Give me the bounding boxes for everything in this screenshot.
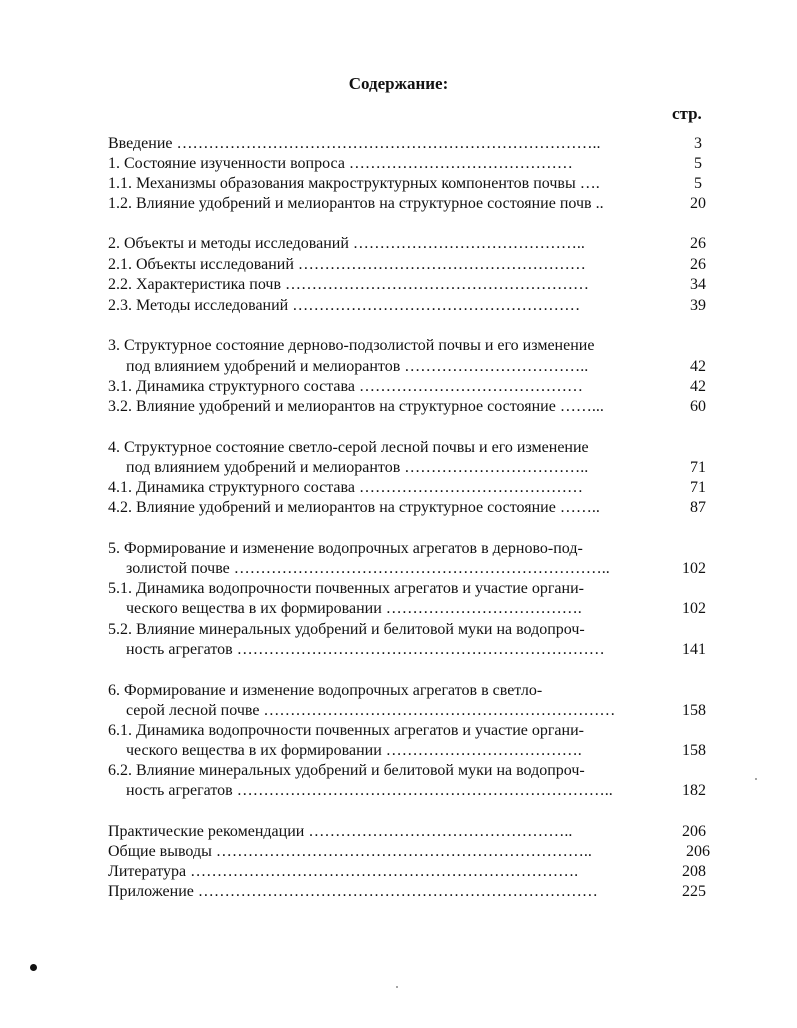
toc-entry-text: Введение …………………………………………………………………….. [108, 135, 601, 152]
toc-entry-text: 4. Структурное состояние светло-серой лесной почвы и его изменение [108, 439, 589, 456]
toc-entry-page: 71 [690, 479, 706, 496]
toc-entry-text: под влиянием удобрений и мелиорантов …………………………….. [126, 459, 589, 476]
toc-entry-page: 206 [686, 843, 710, 860]
toc-entry-page: 141 [682, 641, 706, 658]
toc-entry-text: ческого вещества в их формировании ………………………………. [126, 600, 582, 617]
toc-entry [108, 842, 714, 862]
toc-entry [108, 194, 714, 214]
toc-entry [108, 134, 714, 154]
toc-entry [108, 882, 714, 902]
toc-entry-text: ческого вещества в их формировании ………………………………. [126, 742, 582, 759]
toc-entry-page: 42 [690, 358, 706, 375]
toc-entry-text: 3.2. Влияние удобрений и мелиорантов на структурное состояние ……... [108, 398, 604, 415]
toc-entry-page: 158 [682, 702, 706, 719]
toc-entry-text: серой лесной почве ………………………………………………………… [126, 702, 616, 719]
toc-entry-text: под влиянием удобрений и мелиорантов …………………………….. [126, 358, 589, 375]
toc-entry-page: 20 [690, 195, 706, 212]
toc-entry [108, 498, 714, 518]
toc-entry-page: 208 [682, 863, 706, 880]
toc-entry [108, 579, 714, 599]
toc-entry-page: 182 [682, 782, 706, 799]
toc-entry-text: 3.1. Динамика структурного состава …………………………………… [108, 378, 583, 395]
toc-entry [108, 862, 714, 882]
toc-entry [108, 599, 714, 619]
scan-mark [30, 964, 37, 971]
toc-entry-text: Общие выводы …………………………………………………………….. [108, 843, 592, 860]
toc-entry-page: 5 [694, 175, 702, 192]
toc-entry [108, 478, 714, 498]
toc-entry-text: золистой почве …………………………………………………………….. [126, 560, 610, 577]
toc-entry-page: 71 [690, 459, 706, 476]
toc-entry-page: 158 [682, 742, 706, 759]
toc-entry-text: 2.2. Характеристика почв ………………………………………………… [108, 276, 590, 293]
toc-entry-text: 6. Формирование и изменение водопрочных агрегатов в светло- [108, 682, 543, 699]
toc-entry-page: 102 [682, 600, 706, 617]
toc-entry-page: 26 [690, 235, 706, 252]
toc-entry [108, 539, 714, 559]
toc-entry [108, 174, 714, 194]
toc-entry [108, 701, 714, 721]
toc-entry [108, 336, 714, 356]
toc-entry-text: 4.1. Динамика структурного состава …………………………………… [108, 479, 583, 496]
toc-entry-page: 3 [694, 135, 702, 152]
toc-entry [108, 721, 714, 741]
toc-entry [108, 234, 714, 254]
toc-entry-page: 34 [690, 276, 706, 293]
toc-entry [108, 620, 714, 640]
toc-entry [108, 275, 714, 295]
toc-entry-text: 1.1. Механизмы образования макроструктурных компонентов почвы …. [108, 175, 600, 192]
toc-entry-page: 39 [690, 297, 706, 314]
toc-entry-text: ность агрегатов …………………………………………………………….. [126, 782, 613, 799]
toc-entry [108, 559, 714, 579]
toc-entry [108, 822, 714, 842]
toc-entry-page: 26 [690, 256, 706, 273]
toc-entry [108, 377, 714, 397]
toc-entry-page: 42 [690, 378, 706, 395]
toc-entry-page: 225 [682, 883, 706, 900]
toc-entry [108, 741, 714, 761]
toc-entry-text: 2.1. Объекты исследований ……………………………………………… [108, 256, 586, 273]
toc-entry [108, 781, 714, 801]
toc-entry-text: 2.3. Методы исследований ……………………………………………… [108, 297, 581, 314]
page-column-header: стр. [672, 104, 702, 123]
toc-entry-text: 4.2. Влияние удобрений и мелиорантов на структурное состояние …….. [108, 499, 600, 516]
toc-entry-page: 87 [690, 499, 706, 516]
toc-entry [108, 154, 714, 174]
toc-entry-text: Литература ………………………………………………………………. [108, 863, 579, 880]
toc-entry-text: 6.2. Влияние минеральных удобрений и белитовой муки на водопроч- [108, 762, 585, 779]
toc-entry-text: Практические рекомендации ………………………………………….. [108, 823, 573, 840]
toc-entry [108, 681, 714, 701]
toc-entry-text: Приложение ………………………………………………………………… [108, 883, 598, 900]
scan-speck [396, 986, 398, 988]
page-title: Содержание: [348, 74, 449, 93]
toc-entry-text: 1.2. Влияние удобрений и мелиорантов на структурное состояние почв .. [108, 195, 604, 212]
toc-entry [108, 640, 714, 660]
toc-entry [108, 397, 714, 417]
toc-entry-page: 206 [682, 823, 706, 840]
toc-entry-text: 1. Состояние изученности вопроса …………………………………… [108, 155, 573, 172]
toc-entry-text: ность агрегатов …………………………………………………………… [126, 641, 605, 658]
toc-entry-text: 2. Объекты и методы исследований …………………………………….. [108, 235, 585, 252]
toc-entry-page: 102 [682, 560, 706, 577]
toc-entry [108, 296, 714, 316]
toc-entry [108, 255, 714, 275]
toc-entry [108, 761, 714, 781]
toc-entry-text: 5.2. Влияние минеральных удобрений и белитовой муки на водопроч- [108, 621, 585, 638]
toc-entry-page: 5 [694, 155, 702, 172]
scan-speck [755, 778, 757, 780]
toc-entry-text: 6.1. Динамика водопрочности почвенных агрегатов и участие органи- [108, 722, 584, 739]
toc-entry-page: 60 [690, 398, 706, 415]
toc-entry-text: 3. Структурное состояние дерново-подзолистой почвы и его изменение [108, 337, 595, 354]
toc-entry [108, 458, 714, 478]
toc-entry-text: 5. Формирование и изменение водопрочных агрегатов в дерново-под- [108, 540, 583, 557]
toc-entry [108, 357, 714, 377]
toc-entry-text: 5.1. Динамика водопрочности почвенных агрегатов и участие органи- [108, 580, 584, 597]
toc-entry [108, 438, 714, 458]
